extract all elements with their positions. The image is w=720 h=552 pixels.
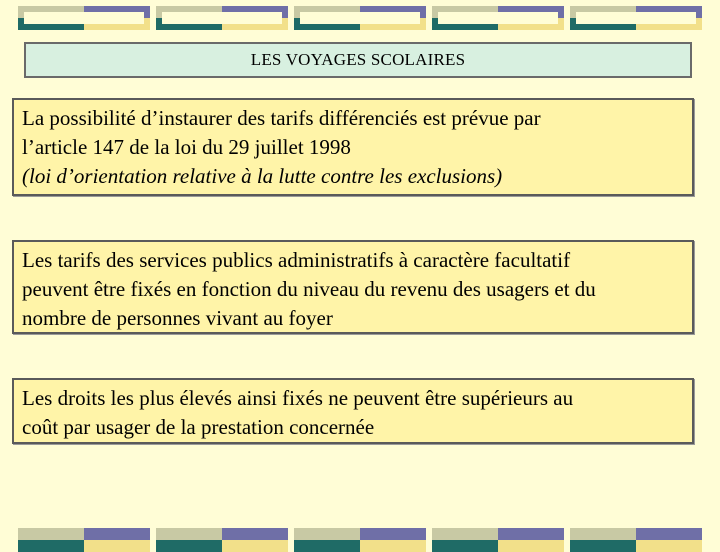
page-title-box <box>24 42 692 78</box>
decorative-block <box>156 6 288 30</box>
decorative-block <box>432 528 564 552</box>
text-line-italic: (loi d’orientation relative à la lutte contre les exclusions) <box>22 164 503 188</box>
text-line: peuvent être fixés en fonction du niveau du revenu des usagers et du <box>22 277 596 301</box>
decorative-block <box>294 6 426 30</box>
text-line: La possibilité d’instaurer des tarifs différenciés est prévue par <box>22 106 541 130</box>
decorative-block <box>570 528 702 552</box>
text-box-max-fees <box>12 378 694 444</box>
decorative-block <box>570 6 702 30</box>
decorative-block <box>294 528 426 552</box>
text-box-tariffs <box>12 240 694 334</box>
decorative-block <box>432 6 564 30</box>
decorative-block <box>18 528 150 552</box>
page-title: LES VOYAGES SCOLAIRES <box>250 50 466 69</box>
text-box-legal-basis <box>12 98 694 196</box>
text-line: Les droits les plus élevés ainsi fixés ne peuvent être supérieurs au <box>22 386 574 410</box>
text-line: nombre de personnes vivant au foyer <box>22 306 333 330</box>
decorative-block <box>156 528 288 552</box>
text-line: coût par usager de la prestation concernée <box>22 415 375 439</box>
decorative-block <box>18 6 150 30</box>
text-line: l’article 147 de la loi du 29 juillet 1998 <box>22 135 351 159</box>
text-line: Les tarifs des services publics administratifs à caractère facultatif <box>22 248 571 272</box>
